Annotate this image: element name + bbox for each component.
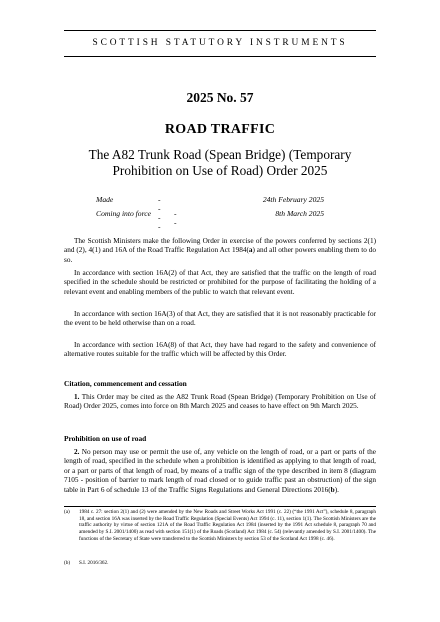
section-heading-prohibition: Prohibition on use of road [64, 434, 147, 443]
coming-into-force-label: Coming into force [96, 209, 151, 218]
subject-heading: ROAD TRAFFIC [164, 122, 276, 137]
top-rule [64, 30, 376, 31]
section-heading-citation: Citation, commencement and cessation [64, 379, 187, 388]
coming-into-force-row [96, 209, 324, 227]
footnote-label: (a) [64, 509, 70, 515]
article-2 [64, 448, 376, 495]
preamble-text: The Scottish Ministers make the following Order in exercise of the powers conferred by sections 2(1) and (2), 4(1) and 16A of the Road Traffic Regulation Act 1984( [64, 237, 376, 255]
preamble-paragraph-3: In accordance with section 16A(3) of that Act, they are satisfied that it is not reasonably practicable for the event to be held otherwise than on a road. [64, 310, 376, 328]
footnote-ref-b[interactable]: b [330, 485, 335, 494]
article-text: ). [334, 485, 339, 494]
footnote-a [64, 509, 376, 543]
order-title: The A82 Trunk Road (Spean Bridge) (Temporary Prohibition on Use of Road) Order 2025 [88, 147, 352, 178]
instrument-number: 2025 No. 57 [186, 90, 254, 105]
made-dots: - - - - [158, 195, 165, 231]
footnote-rule [64, 506, 376, 507]
preamble-paragraph-2: In accordance with section 16A(2) of that Act, they are satisfied that the traffic on the length of road specified in the schedule should be restricted or prohibited for the purpose of facilitating the holding of a relevant event and enabling members of the public to watch that relevant event. [64, 269, 376, 296]
article-text: This Order may be cited as the A82 Trunk Road (Spean Bridge) (Temporary Prohibition on Use of Road) Order 2025, comes into force on 8th March 2025 and ceases to have effect on 9th March 2025. [64, 393, 377, 411]
footnote-text: 1984 c. 27: section 2(1) and (2) were amended by the New Roads and Street Works Act 1991 (c. 22) (“the 1991 Act”), schedule 8, paragraph 18, and section 16A was inserted by the Road Traffic Regulation (Special Events) Act 1994 (c. 11), section 1(1). The Scottish Ministers are the traffic authority by virtue of section 121A of the Road Traffic Regulation Act 1984 (inserted by the 1991 Act schedule 8, paragraph 70 and amended by S.I. 2001/1400) as read with section 151(1) of the Roads (Scotland) Act 1984 (c. 54) (relevantly amended by S.I. 2001/1400). The functions of the Secretary of State were transferred to the Scottish Ministers by section 53 of the Scotland Act 1998 (c. 46). [79, 509, 376, 542]
coming-into-force-date: 8th March 2025 [275, 209, 324, 218]
article-1 [64, 393, 376, 412]
article-number: 2. [74, 448, 80, 456]
footnote-text: S.I. 2016/362. [79, 560, 109, 566]
preamble-paragraph-4: In accordance with section 16A(8) of that Act, they have had regard to the safety and convenience of alternative routes suitable for the traffic which will be affected by this Order. [64, 341, 376, 359]
footnote-label: (b) [64, 560, 71, 566]
series-banner: SCOTTISH STATUTORY INSTRUMENTS [92, 38, 348, 48]
footnote-b [64, 560, 376, 567]
footnote-ref-a[interactable]: a [248, 246, 253, 255]
article-text: No person may use or permit the use of, any vehicle on the length of road, or a part or parts of the length of road, specified in the schedule when a prohibition is identified as applying to that length of road, or a part or parts of that length of road, by means of a traffic sign of the type described in item 8 (diagram 7105 - position of barrier to mark length of road closed or to guide traffic past an obstruction) of the sign table in Part 6 of schedule 13 of the Traffic Signs Regulations and General Directions 2016( [64, 448, 377, 494]
preamble-text: ) and all other powers enabling them to do so. [64, 246, 376, 264]
article-number: 1. [74, 393, 80, 401]
preamble-paragraph-1 [64, 237, 376, 265]
made-date: 24th February 2025 [262, 195, 324, 204]
made-label: Made [96, 195, 114, 204]
banner-rule [64, 56, 376, 57]
coming-into-force-dots: - - [174, 209, 181, 227]
